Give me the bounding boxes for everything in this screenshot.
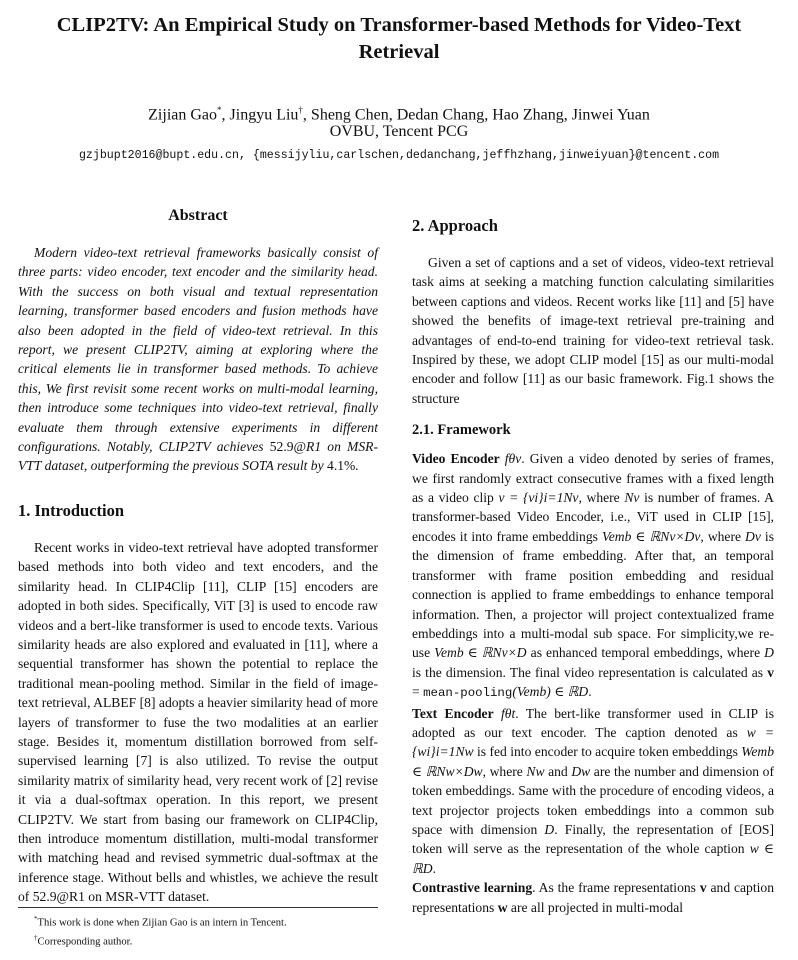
- math-symbol: Nw: [526, 763, 545, 779]
- math-symbol: v: [699, 880, 707, 896]
- text-run: .: [432, 860, 436, 876]
- affiliation: OVBU, Tencent PCG: [329, 123, 469, 140]
- text-run: , where: [700, 528, 746, 544]
- text-run: . Finally, the representation of [EOS] token will serve as the representation of the whole caption: [412, 821, 774, 857]
- footnote-text: This work is done when Zijian Gao is an intern in Tencent.: [37, 917, 287, 929]
- math-symbol: Dw: [571, 763, 591, 779]
- math-operator: =: [412, 684, 424, 700]
- math-expression: v = {vi}i=1Nv: [498, 490, 579, 506]
- math-symbol: D: [544, 821, 555, 837]
- text-run: .: [588, 684, 592, 700]
- footnote-intern: [18, 912, 378, 931]
- math-expression: w = {wi}i=1Nw: [412, 724, 775, 760]
- text-encoder-paragraph: [412, 704, 774, 879]
- text-run: as enhanced temporal embeddings, where: [526, 645, 765, 661]
- text-run: is fed into encoder to acquire token embeddings: [473, 744, 742, 760]
- footnote-corresponding: [18, 931, 378, 950]
- paper-title: CLIP2TV: An Empirical Study on Transformer-based Methods for Video-Text Retrieval: [56, 14, 742, 63]
- footnotes: [18, 907, 378, 949]
- text-run: is the dimension of frame embedding. After that, an temporal transformer with frame position embedding and residual connection is applied to frame embeddings to enhance temporal information. Then, a projector will project contextualized frame embeddings into a multi-modal sub space. For simplicity,we re-use: [412, 528, 774, 661]
- approach-text: Given a set of captions and a set of videos, video-text retrieval task aims at seeking a matching function calculating similarities between captions and videos. Recent works like [11] and [5] have showed the benefits of image-text retrieval pre-training and advantages of end-to-end training for video-text retrieval task. Inspired by these, we adopt CLIP model [15] as our multi-modal encoder and follow [11] as our basic framework. Fig.1 shows the structure: [412, 255, 774, 406]
- footnote-mark: †: [34, 933, 38, 942]
- author-names: , Sheng Chen, Dedan Chang, Hao Zhang, Jinwei Yuan: [302, 106, 650, 124]
- video-encoder-paragraph: [412, 449, 774, 703]
- text-run: , where: [578, 490, 625, 506]
- section-heading-approach: 2. Approach: [412, 216, 498, 235]
- text-run: is number of frames. A transformer-based Video Encoder, i.e., ViT used in CLIP [15], encodes it into frame embeddings: [412, 490, 774, 544]
- math-symbol: D: [764, 645, 774, 661]
- math-symbol: fθv: [504, 451, 522, 467]
- run-in-heading: Text Encoder: [412, 705, 494, 721]
- text-run: . As the frame representations: [532, 880, 700, 896]
- author-mark: *: [217, 105, 222, 115]
- abstract-text: [18, 243, 378, 476]
- text-run: . Given a video denoted by series of frames, we first randomly extract consecutive frames with a fixed length as a video clip: [412, 451, 774, 506]
- math-expression: Vemb ∈ ℝNv×Dv: [601, 528, 701, 544]
- math-expression: Vemb ∈ ℝNv×D: [434, 645, 527, 661]
- text-run: are the number and dimension of token embeddings. Same with the procedure of encoding videos, a text projector projects token embeddings into a common sub space with dimension: [412, 763, 774, 837]
- math-symbol: Nv: [624, 490, 640, 506]
- abstract-part: .: [355, 458, 359, 474]
- text-run: are all projected in multi-modal: [507, 899, 684, 915]
- math-function: mean-pooling: [423, 686, 513, 701]
- abstract-part: @R1 on MSR-VTT dataset, outperforming the previous SOTA result by: [18, 439, 378, 474]
- text-run: and caption representations: [412, 880, 774, 915]
- author-name: , Jingyu Liu: [221, 106, 299, 124]
- right-column: [412, 215, 774, 917]
- math-expression: (Vemb) ∈ ℝD: [512, 684, 589, 700]
- contrastive-learning-paragraph: [412, 878, 774, 917]
- text-run: . The bert-like transformer used in CLIP is adopted as our text encoder. The caption denoted as: [412, 705, 774, 740]
- text-run: and: [544, 763, 572, 779]
- author-emails: gzjbupt2016@bupt.edu.cn, {messijyliu,carlschen,dedanchang,jeffhzhang,jinweiyuan}@tencent.com: [78, 149, 720, 162]
- section-heading-introduction: 1. Introduction: [18, 500, 125, 520]
- abstract-heading: Abstract: [168, 207, 228, 224]
- author-mark: †: [298, 105, 303, 115]
- abstract-number: 4.1%: [327, 458, 356, 474]
- introduction-text: Recent works in video-text retrieval have adopted transformer based methods into both video and text encoders, and the similarity head. In CLIP4Clip [11], CLIP [15] encoders are adopted in both sides. Specifically, ViT [3] is used to encode raw videos and a bert-like transformer is used to encode texts. Various similarity heads are also explored and evaluated in [11], where a sequential transformer has shown the potential to replace the traditional mean-pooling method. Similar in the field of image-text retrieval, ALBEF [8] adopts a heavier similarity head of more layers of transformer to fuse the two modalities at an earlier stage. Besides it, momentum distillation borrowed from self-supervised learning [7] is also utilized. To revise the output similarity matrix of similarity head, very recent work of [2] revise it via a dual-softmax operation. In this report, we present CLIP2TV. We start from basing our framework on CLIP4Clip, then introduce momentum distillation, multi-modal transformer with matching head and revised symmetric dual-softmax at the inference stage. Without bells and whistles, we achieve the result of 52.9@R1 on MSR-VTT dataset.: [18, 539, 378, 905]
- subsection-heading-framework: 2.1. Framework: [412, 422, 511, 439]
- text-run: , where: [482, 763, 527, 779]
- math-symbol: w: [497, 899, 508, 915]
- run-in-heading: Contrastive learning: [412, 880, 533, 896]
- math-symbol: fθt: [500, 705, 516, 721]
- footnote-mark: *: [34, 915, 38, 923]
- abstract-part: Modern video-text retrieval frameworks basically consist of three parts: video encoder, text encoder and the similarity head. With the success on both visual and textual representation learning, transformer based encoders and fusion methods have also been adopted in the field of video-text retrieval. In this report, we present CLIP2TV, aiming at exploring where the critical elements lie in transformer based methods. To achieve this, We first revisit some recent works on multi-modal learning, then introduce some techniques into video-text retrieval, finally evaluate them through extensive experiments in different configurations. Notably, CLIP2TV achieves: [18, 245, 378, 455]
- run-in-heading: Video Encoder: [412, 451, 500, 467]
- math-expression: Wemb ∈ ℝNw×Dw: [412, 744, 774, 779]
- math-symbol: v: [767, 664, 774, 680]
- text-run: is the dimension. The final video representation is calculated as: [412, 664, 768, 680]
- math-symbol: Dv: [745, 528, 761, 544]
- footnote-text: Corresponding author.: [37, 936, 133, 948]
- abstract-number: 52.9: [269, 439, 294, 455]
- author-name: Zijian Gao: [148, 106, 218, 124]
- left-column: [18, 203, 378, 907]
- math-expression: w ∈ ℝD: [412, 841, 774, 876]
